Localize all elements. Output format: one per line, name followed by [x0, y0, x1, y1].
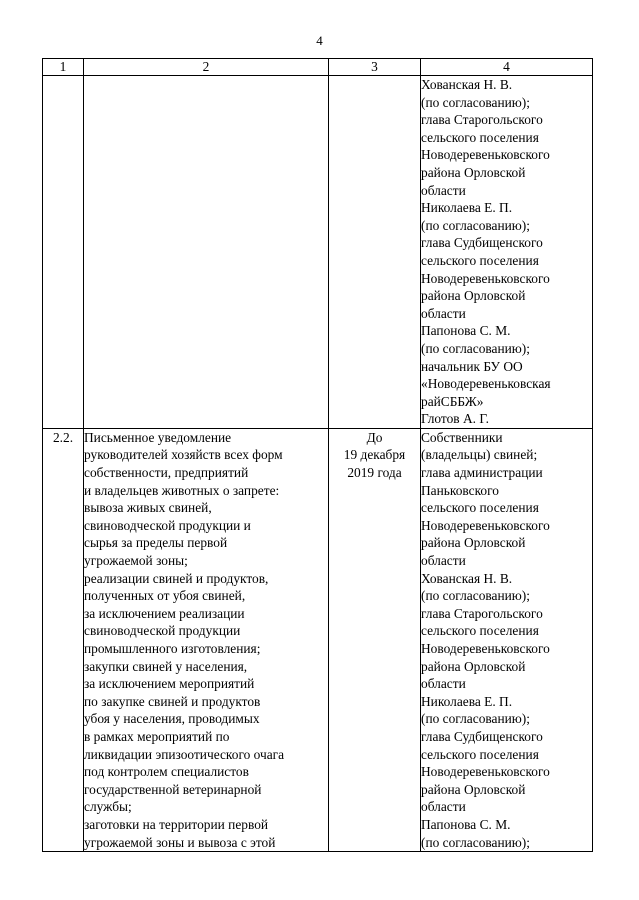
text-line: Собственники: [421, 429, 503, 445]
text-line: Хованская Н. В.: [421, 570, 513, 586]
table-row: [43, 428, 593, 851]
text-line: угрожаемой зоны и вывоза с этой: [84, 834, 276, 850]
text-line: Николаева Е. П.: [421, 693, 513, 709]
text-line: райСББЖ»: [421, 393, 484, 409]
text-line: промышленного изготовления;: [84, 641, 261, 656]
text-line: сельского поселения: [421, 746, 539, 762]
text-line: под контролем специалистов: [84, 764, 249, 780]
text-line: Новодеревеньковского: [421, 764, 550, 780]
text-line: области: [421, 182, 466, 198]
header-col-3: 3: [329, 59, 421, 76]
responsible: [421, 428, 593, 851]
text-line: закупки свиней у населения,: [84, 658, 248, 674]
text-line: (владельцы) свиней;: [421, 447, 538, 463]
text-line: свиноводческой продукции и: [84, 517, 251, 533]
table-header-row: [43, 59, 593, 76]
text-line: убоя у населения, проводимых: [84, 711, 260, 727]
text-line: государственной ветеринарной: [84, 781, 262, 797]
text-line: (по согласованию);: [421, 340, 530, 356]
text-line: Новодеревеньковского: [421, 147, 550, 163]
text-line: вывоза живых свиней,: [84, 500, 212, 516]
text-line: ликвидации эпизоотического очага: [84, 746, 285, 762]
measure-text: [84, 428, 329, 851]
text-line: района Орловской: [421, 288, 526, 304]
text-line: глава Судбищенского: [421, 728, 543, 744]
text-line: (по согласованию);: [421, 834, 530, 850]
row-number: [43, 76, 84, 429]
text-line: (по согласованию);: [421, 217, 530, 233]
text-line: Николаева Е. П.: [421, 200, 513, 216]
text-line: за исключением мероприятий: [84, 676, 255, 692]
deadline: [329, 76, 421, 429]
text-line: свиноводческой продукции: [84, 623, 241, 639]
text-line: за исключением реализации: [84, 605, 245, 621]
header-col-4: 4: [421, 59, 593, 76]
text-line: (по согласованию);: [421, 711, 530, 727]
text-line: и владельцев животных о запрете:: [84, 482, 280, 498]
text-line: 2019 года: [347, 465, 402, 481]
text-line: сельского поселения: [421, 252, 539, 268]
text-line: заготовки на территории первой: [84, 816, 269, 832]
text-line: области: [421, 799, 466, 815]
text-line: района Орловской: [421, 535, 526, 551]
responsible: [421, 76, 593, 429]
text-line: глава Старогольского: [421, 605, 543, 621]
text-line: в рамках мероприятий по: [84, 728, 230, 744]
text-line: Письменное уведомление: [84, 429, 232, 445]
text-line: Новодеревеньковского: [421, 641, 550, 656]
text-line: (по согласованию);: [421, 94, 530, 110]
text-line: Глотов А. Г.: [421, 411, 489, 427]
header-col-1: 1: [43, 59, 84, 76]
text-line: руководителей хозяйств всех форм: [84, 447, 283, 463]
text-line: полученных от убоя свиней,: [84, 588, 246, 604]
text-line: начальник БУ ОО: [421, 358, 523, 374]
text-line: угрожаемой зоны;: [84, 553, 188, 569]
text-line: области: [421, 553, 466, 569]
text-line: по закупке свиней и продуктов: [84, 693, 261, 709]
text-line: реализации свиней и продуктов,: [84, 570, 269, 586]
text-line: Новодеревеньковского: [421, 517, 550, 533]
text-line: Папонова С. М.: [421, 816, 511, 832]
measure-text: [84, 76, 329, 429]
text-line: района Орловской: [421, 781, 526, 797]
text-line: области: [421, 676, 466, 692]
table-row: [43, 76, 593, 429]
header-col-2: 2: [84, 59, 329, 76]
text-line: области: [421, 305, 466, 321]
text-line: глава Судбищенского: [421, 235, 543, 251]
text-line: Новодеревеньковского: [421, 270, 550, 286]
row-number: 2.2.: [43, 428, 84, 851]
text-line: До: [366, 429, 383, 445]
text-line: района Орловской: [421, 658, 526, 674]
text-line: сельского поселения: [421, 500, 539, 516]
text-line: глава Старогольского: [421, 112, 543, 128]
text-line: сельского поселения: [421, 623, 539, 639]
text-line: собственности, предприятий: [84, 465, 249, 481]
text-line: (по согласованию);: [421, 588, 530, 604]
measures-table: [42, 58, 593, 852]
deadline: [329, 428, 421, 851]
page-number: 4: [316, 33, 323, 48]
text-line: 19 декабря: [343, 447, 406, 463]
text-line: глава администрации: [421, 465, 543, 481]
text-line: сельского поселения: [421, 129, 539, 145]
text-line: Паньковского: [421, 482, 499, 498]
text-line: района Орловской: [421, 164, 526, 180]
text-line: сырья за пределы первой: [84, 535, 228, 551]
text-line: «Новодеревеньковская: [421, 376, 551, 392]
text-line: службы;: [84, 799, 132, 815]
text-line: Хованская Н. В.: [421, 77, 513, 92]
text-line: Папонова С. М.: [421, 323, 511, 339]
